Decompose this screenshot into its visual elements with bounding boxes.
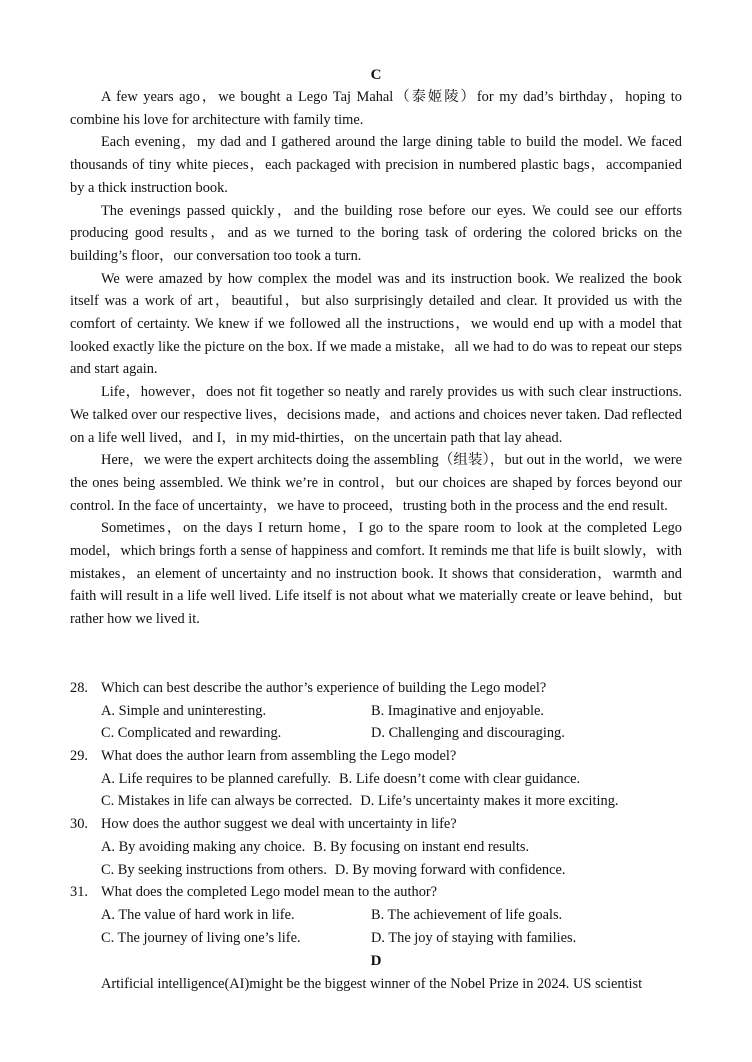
option-d[interactable]: D. By moving forward with confidence. xyxy=(334,861,566,878)
question-number: 31. xyxy=(70,884,88,901)
option-b[interactable]: B. By focusing on instant end results. xyxy=(313,838,530,855)
paragraph-7: Sometimes，on the days I return home，I go to the spare room to look at the completed Lego model，which brings forth a sense of happiness and comfort. It reminds me that life is built slowly，with mistakes，an element of uncertainty and no instruction book. It shows that consideration，warmth and faith will result in a life well lived. Life itself is not about what we materially create or leave behind，but rather how we lived it. xyxy=(70,520,682,628)
question-stem: What does the completed Lego model mean to the author? xyxy=(101,884,438,901)
question-number: 29. xyxy=(70,748,88,765)
option-c[interactable]: C. Complicated and rewarding. xyxy=(101,725,282,742)
paragraph-1: A few years ago，we bought a Lego Taj Mahal（泰姬陵）for my dad’s birthday，hoping to combine his love for architecture with family time. xyxy=(70,89,682,128)
option-a[interactable]: A. Life requires to be planned carefully. xyxy=(101,770,332,787)
option-d[interactable]: D. Life’s uncertainty makes it more exciting. xyxy=(360,793,619,810)
option-a[interactable]: A. By avoiding making any choice. xyxy=(101,838,306,855)
question-number: 30. xyxy=(70,816,88,833)
paragraph-6: Here，we were the expert architects doing the assembling（组装），but out in the world，we were the ones being assembled. We think we’re in control，but our choices are shaped by forces beyond our control. In the face of uncertainty，we have to proceed，trusting both in the process and the end result. xyxy=(70,452,682,514)
option-b[interactable]: B. Life doesn’t come with clear guidance. xyxy=(339,770,581,787)
option-d[interactable]: D. The joy of staying with families. xyxy=(371,929,577,946)
section-c-heading: C xyxy=(370,67,382,83)
question-30 xyxy=(70,813,682,881)
option-a[interactable]: A. The value of hard work in life. xyxy=(101,906,295,923)
passage-d xyxy=(70,973,682,996)
passage-c xyxy=(70,86,682,631)
paragraph-4: We were amazed by how complex the model was and its instruction book. We realized the book itself was a work of art，beautiful，but also surprisingly detailed and clear. It provided us with the comfort of certainty. We knew if we followed all the instructions，we would end up with a model that looked exactly like the picture on the box. If we made a mistake，all we had to do was to repeat our steps and start again. xyxy=(70,270,682,378)
paragraph-2: Each evening，my dad and I gathered around the large dining table to build the model. We faced thousands of tiny white pieces，each packaged with precision in numbered plastic bags，accompanied by a thick instruction book. xyxy=(70,134,682,196)
question-list xyxy=(70,677,682,949)
option-c[interactable]: C. Mistakes in life can always be corrected. xyxy=(101,793,353,810)
option-d[interactable]: D. Challenging and discouraging. xyxy=(371,725,565,742)
section-d-heading: D xyxy=(370,953,382,969)
question-stem: How does the author suggest we deal with uncertainty in life? xyxy=(101,816,457,833)
paragraph-5: Life，however，does not fit together so neatly and rarely provides us with such clear instructions. We talked over our respective lives，decisions made，and actions and choices never taken. Dad reflected on a life well lived，and I，in my mid-thirties，on the uncertain path that lay ahead. xyxy=(70,384,682,446)
question-29 xyxy=(70,745,682,813)
option-c[interactable]: C. By seeking instructions from others. xyxy=(101,861,327,878)
option-b[interactable]: B. The achievement of life goals. xyxy=(371,906,563,923)
paragraph-d-1: Artificial intelligence(AI)might be the biggest winner of the Nobel Prize in 2024. US scientist xyxy=(101,976,643,992)
option-b[interactable]: B. Imaginative and enjoyable. xyxy=(371,702,545,719)
question-stem: What does the author learn from assembling the Lego model? xyxy=(101,748,457,765)
question-31 xyxy=(70,881,682,949)
paragraph-3: The evenings passed quickly，and the building rose before our eyes. We could see our efforts producing good results，and as we turned to the boring task of ordering the colored bricks on the building’s floor，our conversation too took a turn. xyxy=(70,202,682,264)
question-number: 28. xyxy=(70,680,88,696)
question-stem: Which can best describe the author’s experience of building the Lego model? xyxy=(101,680,547,696)
option-a[interactable]: A. Simple and uninteresting. xyxy=(101,702,267,719)
question-28 xyxy=(70,677,682,745)
option-c[interactable]: C. The journey of living one’s life. xyxy=(101,929,301,946)
